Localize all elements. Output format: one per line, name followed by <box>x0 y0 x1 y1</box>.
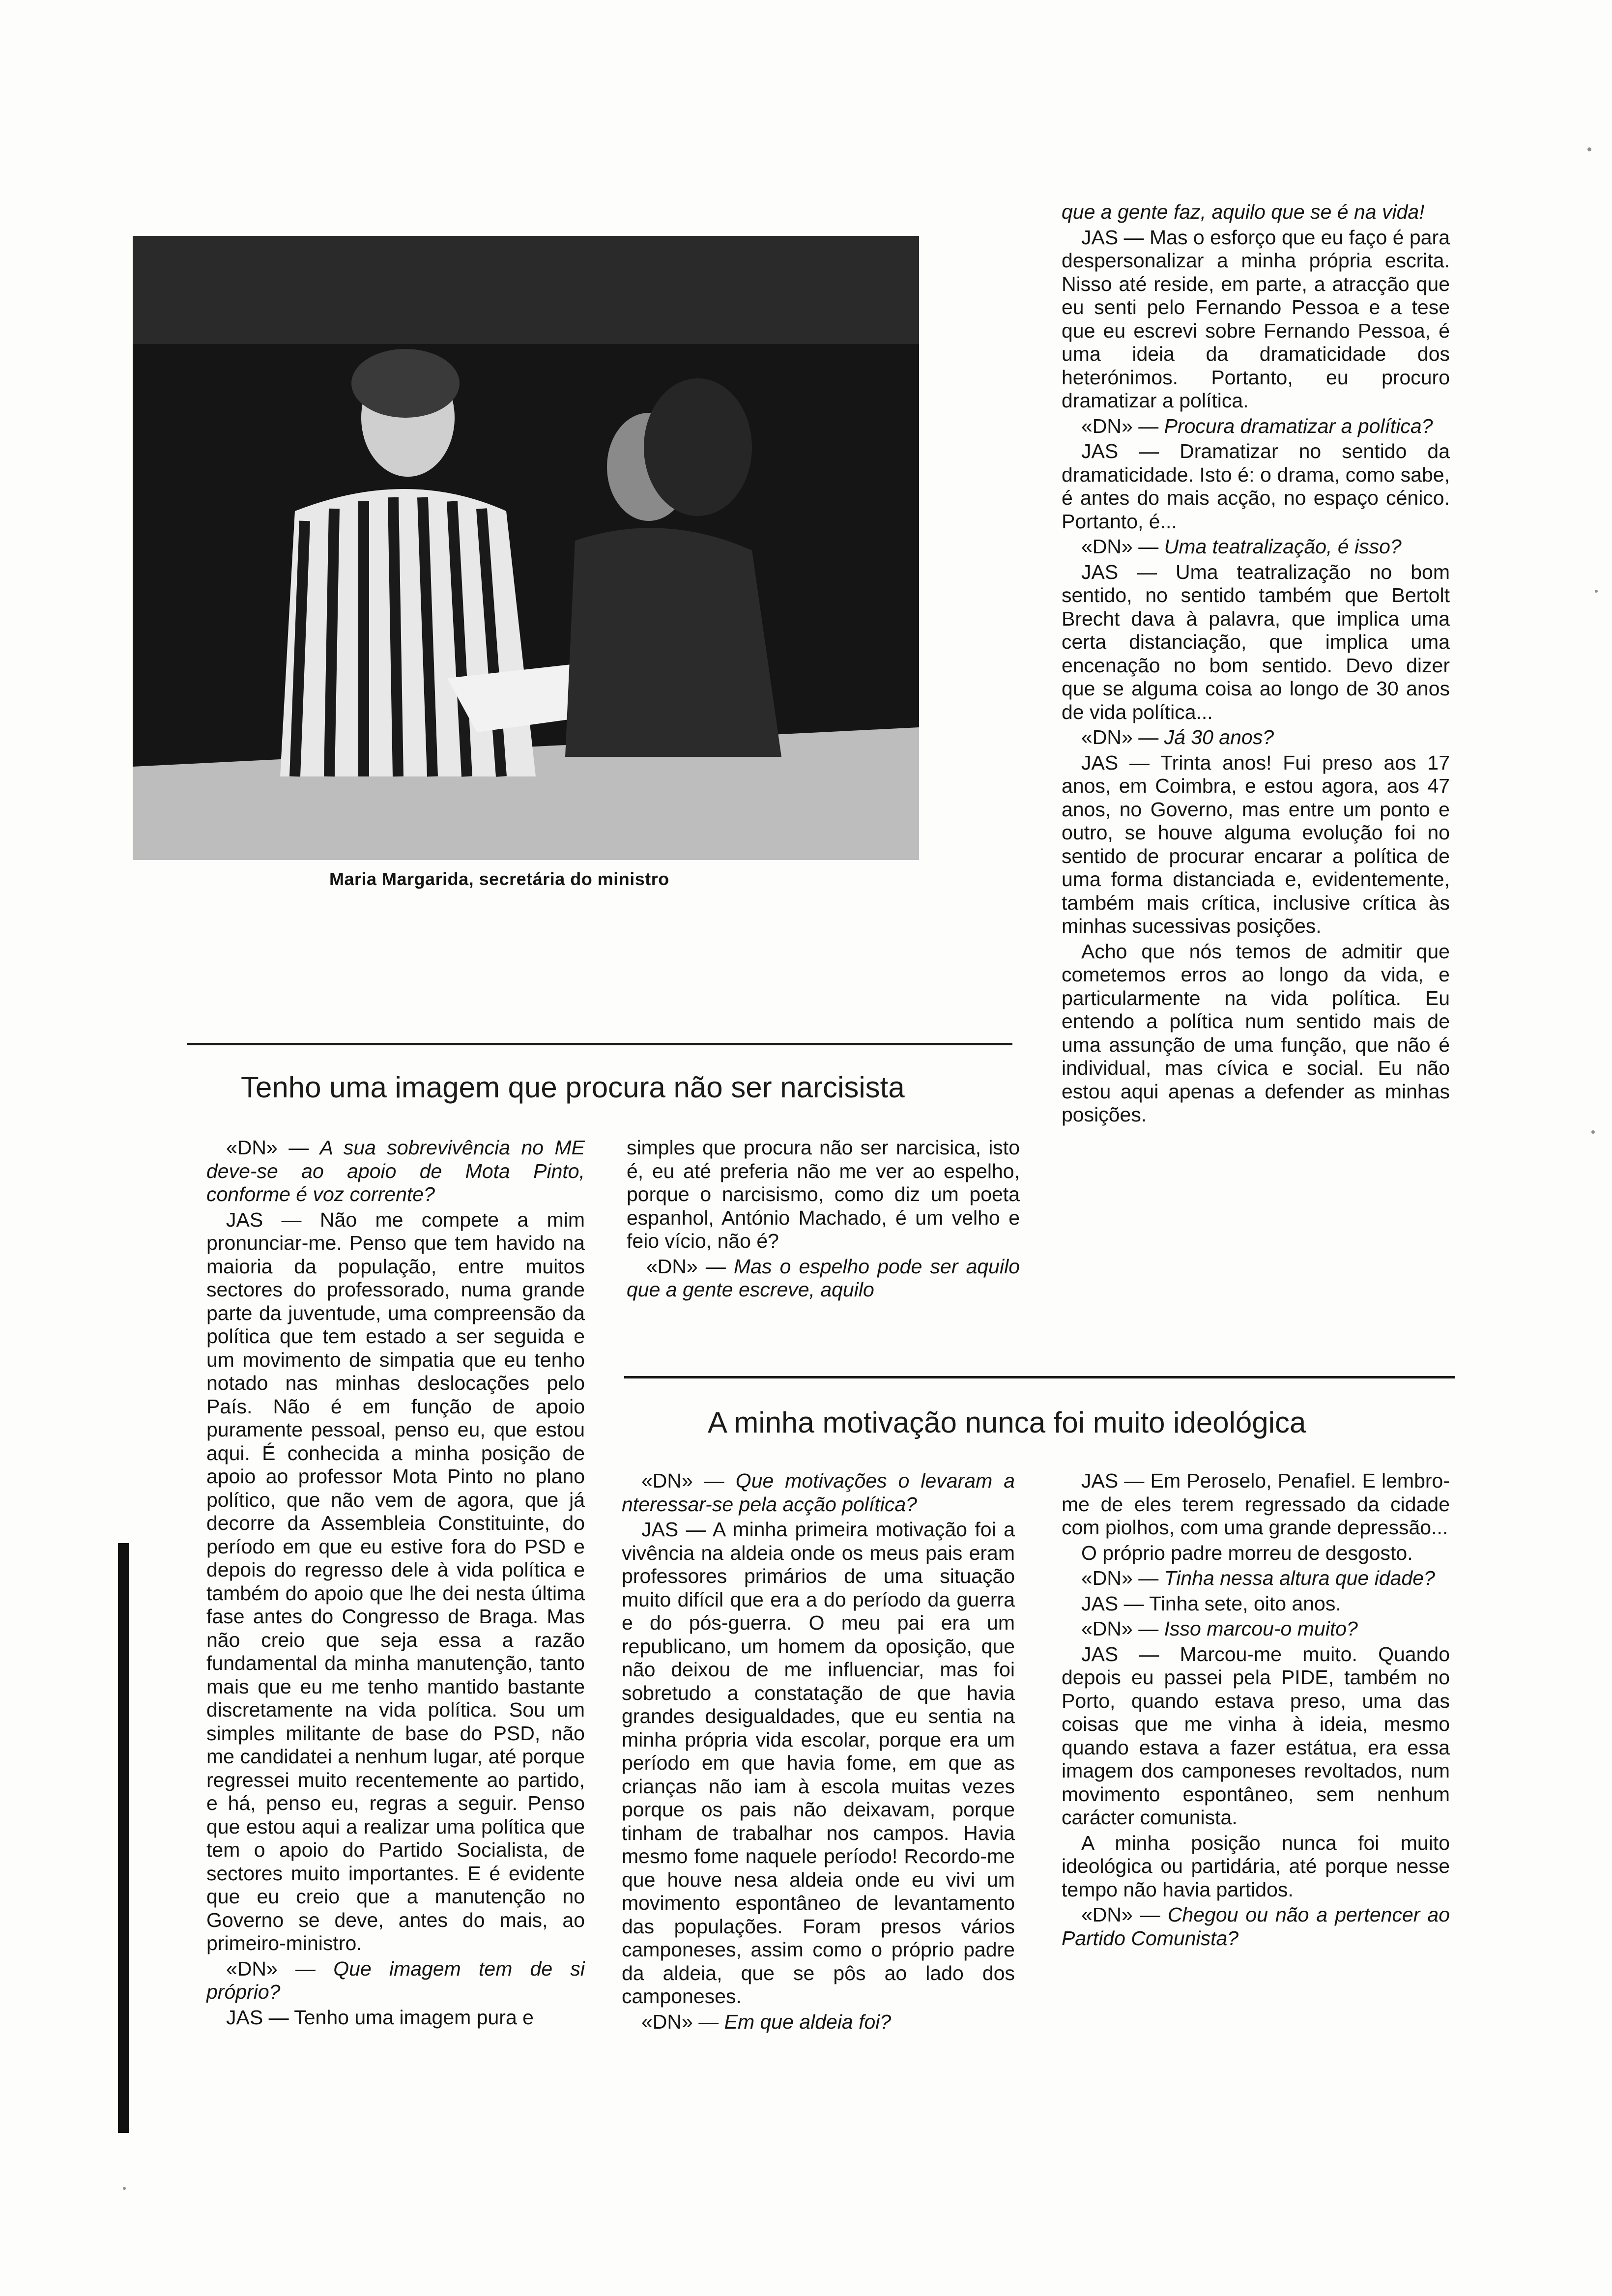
speaker-label: «DN» — <box>1081 1617 1164 1640</box>
question-text: A sua sobrevivência no ME deve-se ao apoio de Mota Pinto, conforme é voz corrente? <box>206 1136 585 1205</box>
speaker-label: «DN» — <box>1081 414 1164 437</box>
question-text: Em que aldeia foi? <box>724 2010 892 2033</box>
question-text: Que motivações o levaram a nteressar-se pela acção política? <box>622 1469 1015 1516</box>
question-text: Que imagem tem de si próprio? <box>206 1957 585 2003</box>
paragraph: JAS — Dramatizar no sentido da dramaticidade. Isto é: o drama, como sabe, é antes do mais acção, no espaço cénico. Portanto, é... <box>1062 440 1450 533</box>
paragraph <box>1062 1617 1450 1641</box>
speaker-label: «DN» — <box>641 2010 724 2033</box>
paragraph <box>1062 415 1450 438</box>
photo-illustration <box>133 236 919 860</box>
article-column-4 <box>1062 1469 1450 2157</box>
photo-maria-margarida <box>133 236 919 860</box>
paragraph: O próprio padre morreu de desgosto. <box>1081 1541 1413 1564</box>
speaker-label: «DN» — <box>226 1957 334 1980</box>
paragraph: JAS — A minha primeira motivação foi a vivência na aldeia onde os meus pais eram professores primários de uma situação muito difícil que era a do período da guerra e do pós-guerra. O meu pai era um republicano, um homem da oposição, que não deixou de me influenciar, mas foi sobretudo a constatação de que havia grandes desigualdades, que eu sentia na minha própria vida escolar, porque era um período em que havia fome, em que as crianças não iam à escola muitas vezes porque os pais não deixavam, porque tinham de trabalhar nos campos. Havia mesmo fome naquele período! Recordo-me que houve nesa aldeia onde eu vivi um movimento espontâneo de levantamento das populações. Foram presos vários camponeses, assim como o próprio padre da aldeia, que se pôs ao lado dos camponeses. <box>622 1518 1015 2008</box>
paragraph <box>627 1255 1020 1302</box>
article-column-3 <box>622 1469 1015 2157</box>
paragraph: JAS — Tinha sete, oito anos. <box>1081 1592 1341 1615</box>
paragraph: JAS — Não me compete a mim pronunciar-me. Penso que tem havido na maioria da população, entre muitos sectores do professorado, numa grande parte da juventude, uma compreensão da política que tem estado a ser seguida e um movimento de simpatia que eu tenho notado nas minhas deslocações pelo País. Não é em função de apoio puramente pessoal, penso eu, que estou aqui. É conhecida a minha posição de apoio ao professor Mota Pinto no plano político, que não vem de agora, que já decorre da Assembleia Constituinte, do período em que eu estive fora do PSD e depois do regresso dele à vida política e também do apoio que lhe dei nesta última fase antes do Congresso de Braga. Mas não creio que seja essa a razão fundamental da minha manutenção, tanto mais que eu me tenho mantido bastante discretamente na vida política. Sou um simples militante de base do PSD, não me candidatei a nenhum lugar, até porque regressei muito recentemente ao partido, e há, penso eu, regras a seguir. Penso que estou aqui a realizar uma política que tem o apoio do Partido Socialista, de sectores muito importantes. E é evidente que eu creio que a manutenção no Governo se deve, antes do mais, ao primeiro-ministro. <box>206 1208 585 1954</box>
paragraph <box>1062 726 1450 749</box>
paragraph: JAS — Mas o esforço que eu faço é para despersonalizar a minha própria escrita. Nisso até reside, em parte, a atracção que eu senti pelo Fernando Pessoa e a tese que eu escrevi sobre Fernando Pessoa, é uma ideia da dramaticidade dos heterónimos. Portanto, eu procuro dramatizar a política. <box>1062 226 1450 412</box>
paragraph: simples que procura não ser narcisica, isto é, eu até preferia não me ver ao espelho, porque o narcisismo, como diz um poeta espanhol, António Machado, é um velho e feio vício, não é? <box>627 1136 1020 1252</box>
paragraph: JAS — Em Peroselo, Penafiel. E lembro-me de eles terem regressado da cidade com piolhos, com uma grande depressão... <box>1062 1469 1450 1539</box>
paragraph: A minha posição nunca foi muito ideológica ou partidária, até porque nesse tempo não havia partidos. <box>1062 1831 1450 1901</box>
paragraph: Acho que nós temos de admitir que cometemos erros ao longo da vida, e particularmente na vida política. Eu entendo a política num sentido mais de uma assunção de uma função, que não é individual, mas cívica e social. Eu não estou aqui apenas a defender as minhas posições. <box>1062 940 1450 1126</box>
paragraph <box>206 1136 585 1206</box>
speaker-label: «DN» — <box>1081 1567 1164 1589</box>
paragraph <box>622 2010 1015 2034</box>
paragraph: JAS — Trinta anos! Fui preso aos 17 anos, em Coimbra, e estou agora, aos 47 anos, no Governo, mas entre um ponto e outro, se houve alguma evolução foi no sentido de procurar encarar a política de uma forma distanciada e, evidentemente, também mais crítica, inclusive crítica às minhas sucessivas posições. <box>1062 751 1450 937</box>
paragraph <box>622 1469 1015 1516</box>
paragraph <box>206 1957 585 2004</box>
speaker-label: «DN» — <box>1081 726 1164 748</box>
print-speck <box>1595 590 1598 593</box>
print-speck <box>1587 147 1591 151</box>
section-divider-rule <box>624 1376 1455 1378</box>
question-text: Isso marcou-o muito? <box>1164 1617 1358 1640</box>
question-text: Chegou ou não a pertencer ao Partido Comunista? <box>1062 1903 1450 1950</box>
speaker-label: «DN» — <box>1081 1903 1168 1926</box>
article-column-right-top <box>1062 201 1450 1346</box>
paragraph: JAS — Tenho uma imagem pura e <box>226 2006 534 2029</box>
speaker-label: «DN» — <box>641 1469 736 1492</box>
speaker-label: «DN» — <box>1081 535 1164 558</box>
question-text: Uma teatralização, é isso? <box>1164 535 1402 558</box>
speaker-label: «DN» — <box>226 1136 320 1159</box>
section-divider-rule <box>187 1043 1012 1045</box>
question-text: Procura dramatizar a política? <box>1164 414 1433 437</box>
striped-blouse <box>280 489 536 776</box>
article-column-2 <box>627 1136 1020 1348</box>
paragraph: JAS — Uma teatralização no bom sentido, no sentido também que Bertolt Brecht dava à palavra, que implica uma certa distanciação, que implica uma encenação no bom sentido. Devo dizer que se alguma coisa ao longo de 30 anos de vida política... <box>1062 560 1450 723</box>
question-text: Tinha nessa altura que idade? <box>1164 1567 1435 1589</box>
question-text: Mas o espelho pode ser aquilo que a gente escreve, aquilo <box>627 1255 1020 1301</box>
paragraph <box>1062 1903 1450 1950</box>
margin-marker-bar <box>118 1543 129 2133</box>
question-text: Já 30 anos? <box>1164 726 1274 748</box>
speaker-label: «DN» — <box>646 1255 734 1278</box>
paragraph <box>1062 1567 1450 1590</box>
section-headline: Tenho uma imagem que procura não ser narcisista <box>241 1071 905 1104</box>
print-speck <box>123 2187 126 2190</box>
paragraph: JAS — Marcou-me muito. Quando depois eu passei pela PIDE, também no Porto, quando estava preso, uma das coisas que me vinha à ideia, mesmo quando estava a fazer estátua, era essa imagem dos camponeses revoltados, num movimento espontâneo, sem nenhum carácter comunista. <box>1062 1642 1450 1829</box>
print-speck <box>1591 1130 1595 1134</box>
paragraph <box>1062 535 1450 559</box>
article-column-1 <box>206 1136 585 2158</box>
section-headline: A minha motivação nunca foi muito ideológica <box>708 1406 1306 1439</box>
paragraph: que a gente faz, aquilo que se é na vida! <box>1062 201 1425 223</box>
photo-caption: Maria Margarida, secretária do ministro <box>329 869 669 889</box>
